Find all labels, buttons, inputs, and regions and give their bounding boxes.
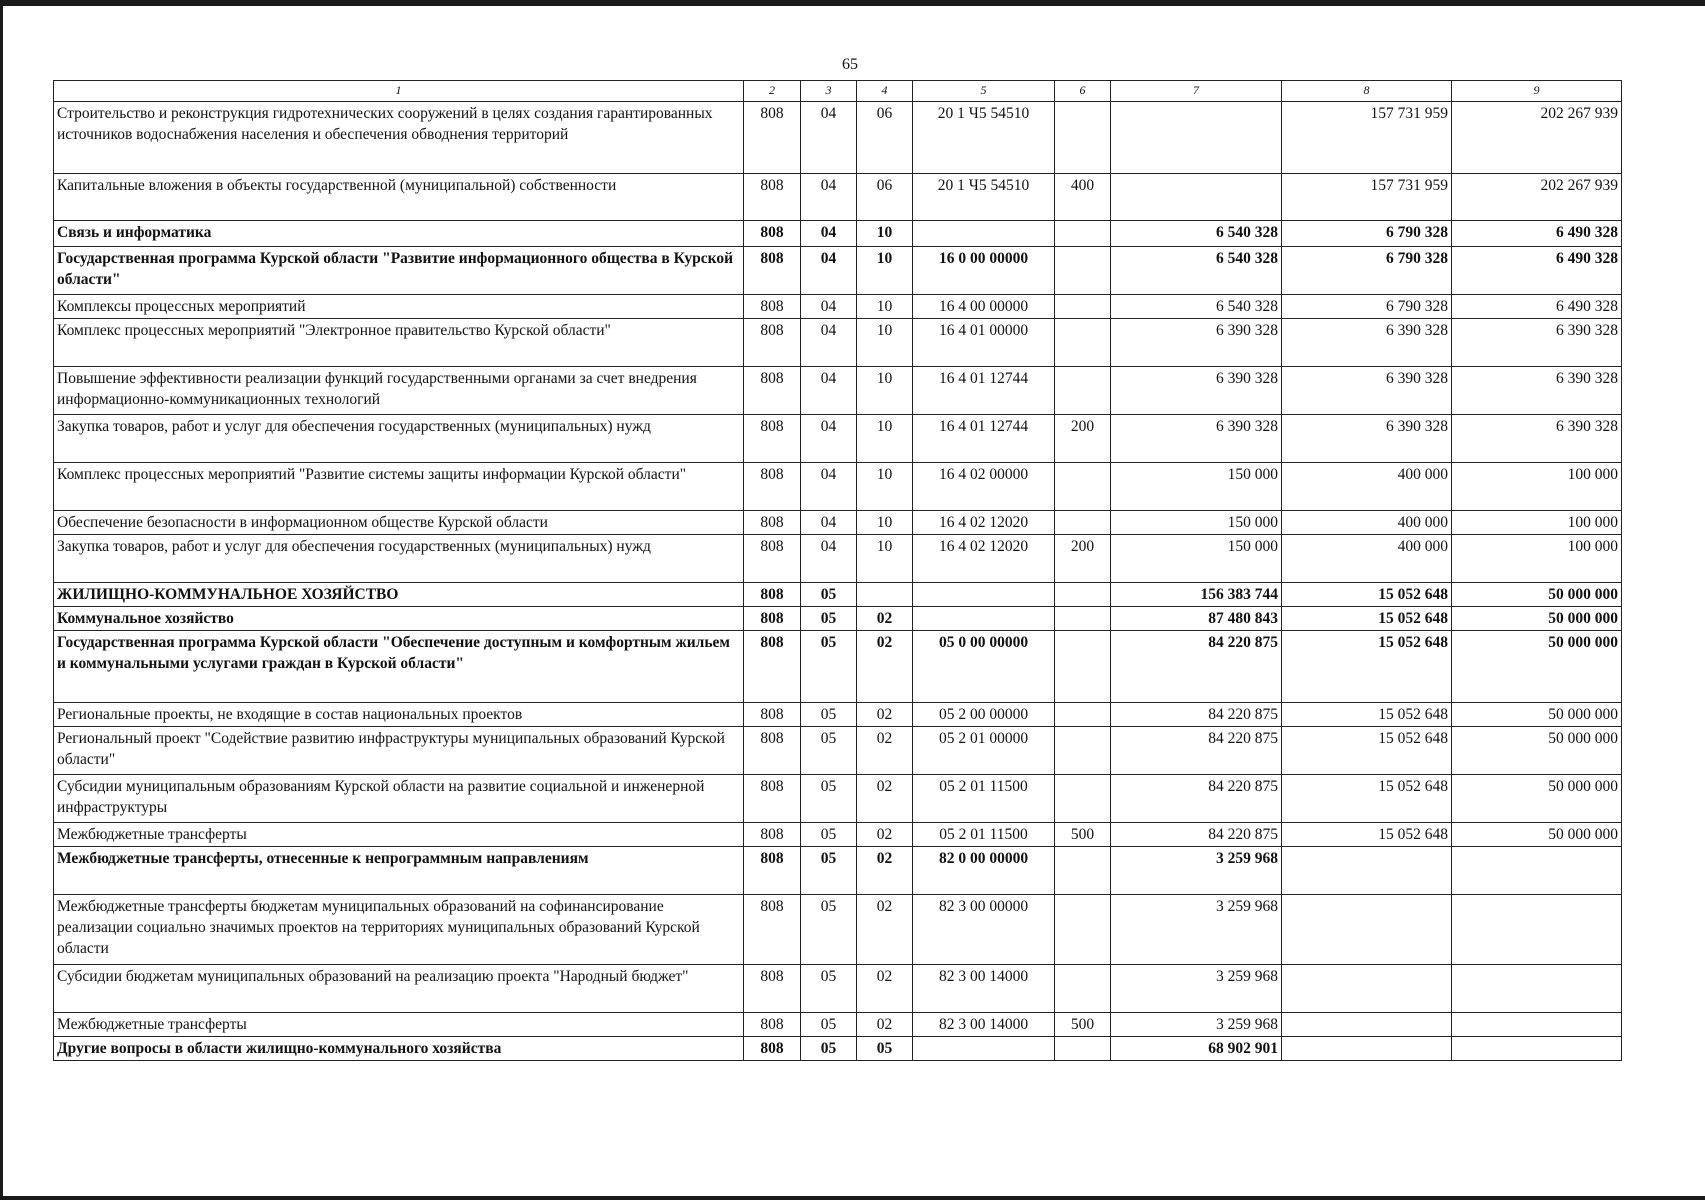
column-header: 9 (1452, 81, 1622, 102)
row-vr-cell (1055, 511, 1111, 535)
row-amount-3-cell: 100 000 (1452, 535, 1622, 583)
row-pr-cell: 02 (857, 823, 913, 847)
table-row (54, 247, 1622, 295)
row-csr-cell: 16 4 00 00000 (913, 295, 1055, 319)
row-name-cell: Закупка товаров, работ и услуг для обеспечения государственных (муниципальных) нужд (54, 415, 744, 463)
row-gr-cell: 808 (744, 631, 801, 703)
row-name-cell: Межбюджетные трансферты (54, 823, 744, 847)
row-amount-2-cell: 400 000 (1282, 511, 1452, 535)
row-gr-cell: 808 (744, 727, 801, 775)
row-vr-cell (1055, 102, 1111, 174)
row-rz-cell: 04 (801, 463, 857, 511)
row-rz-cell: 04 (801, 247, 857, 295)
row-rz-cell: 05 (801, 1037, 857, 1061)
row-gr-cell: 808 (744, 511, 801, 535)
row-rz-cell: 05 (801, 823, 857, 847)
row-amount-3-cell (1452, 847, 1622, 895)
row-vr-cell (1055, 247, 1111, 295)
row-amount-3-cell (1452, 895, 1622, 965)
row-rz-cell: 04 (801, 535, 857, 583)
column-header: 8 (1282, 81, 1452, 102)
row-name-cell: Региональные проекты, не входящие в состав национальных проектов (54, 703, 744, 727)
row-name-cell: Государственная программа Курской области "Развитие информационного общества в Курской области" (54, 247, 744, 295)
row-pr-cell: 02 (857, 1013, 913, 1037)
row-amount-1-cell: 3 259 968 (1111, 847, 1282, 895)
row-csr-cell: 82 3 00 00000 (913, 895, 1055, 965)
row-vr-cell: 500 (1055, 1013, 1111, 1037)
row-csr-cell: 82 3 00 14000 (913, 965, 1055, 1013)
row-gr-cell: 808 (744, 367, 801, 415)
row-amount-2-cell: 15 052 648 (1282, 607, 1452, 631)
row-pr-cell: 10 (857, 535, 913, 583)
row-vr-cell (1055, 221, 1111, 247)
table-row (54, 823, 1622, 847)
row-csr-cell: 05 2 01 11500 (913, 775, 1055, 823)
row-vr-cell (1055, 631, 1111, 703)
row-vr-cell (1055, 775, 1111, 823)
row-pr-cell: 10 (857, 221, 913, 247)
row-gr-cell: 808 (744, 823, 801, 847)
row-amount-2-cell (1282, 1037, 1452, 1061)
table-row (54, 415, 1622, 463)
row-pr-cell: 10 (857, 295, 913, 319)
table-row (54, 775, 1622, 823)
row-gr-cell: 808 (744, 607, 801, 631)
row-rz-cell: 05 (801, 965, 857, 1013)
row-gr-cell: 808 (744, 463, 801, 511)
row-amount-1-cell: 84 220 875 (1111, 727, 1282, 775)
table-row (54, 463, 1622, 511)
row-vr-cell (1055, 895, 1111, 965)
row-csr-cell: 16 4 02 12020 (913, 535, 1055, 583)
row-vr-cell (1055, 727, 1111, 775)
row-vr-cell: 400 (1055, 174, 1111, 221)
row-amount-2-cell (1282, 965, 1452, 1013)
row-amount-2-cell: 6 790 328 (1282, 221, 1452, 247)
row-rz-cell: 05 (801, 631, 857, 703)
row-pr-cell: 10 (857, 319, 913, 367)
row-csr-cell: 16 4 01 12744 (913, 415, 1055, 463)
row-amount-2-cell (1282, 1013, 1452, 1037)
column-header-row (54, 81, 1622, 102)
row-pr-cell: 02 (857, 703, 913, 727)
row-gr-cell: 808 (744, 535, 801, 583)
row-pr-cell: 10 (857, 247, 913, 295)
table-row (54, 535, 1622, 583)
row-amount-1-cell: 84 220 875 (1111, 823, 1282, 847)
row-amount-2-cell: 15 052 648 (1282, 775, 1452, 823)
row-name-cell: Закупка товаров, работ и услуг для обеспечения государственных (муниципальных) нужд (54, 535, 744, 583)
row-csr-cell: 20 1 Ч5 54510 (913, 102, 1055, 174)
row-amount-3-cell: 50 000 000 (1452, 583, 1622, 607)
table-row (54, 367, 1622, 415)
row-csr-cell (913, 221, 1055, 247)
row-gr-cell: 808 (744, 965, 801, 1013)
row-amount-1-cell: 84 220 875 (1111, 631, 1282, 703)
table-row (54, 1037, 1622, 1061)
row-vr-cell (1055, 319, 1111, 367)
row-gr-cell: 808 (744, 583, 801, 607)
row-amount-3-cell: 202 267 939 (1452, 102, 1622, 174)
row-amount-1-cell: 84 220 875 (1111, 775, 1282, 823)
column-header: 6 (1055, 81, 1111, 102)
row-amount-3-cell (1452, 965, 1622, 1013)
row-csr-cell: 16 0 00 00000 (913, 247, 1055, 295)
row-rz-cell: 04 (801, 221, 857, 247)
scan-edge-left (0, 0, 3, 1200)
row-rz-cell: 05 (801, 727, 857, 775)
row-name-cell: Государственная программа Курской области "Обеспечение доступным и комфортным жильем и коммунальными услугами граждан в Курской области" (54, 631, 744, 703)
row-rz-cell: 04 (801, 295, 857, 319)
row-name-cell: Субсидии муниципальным образованиям Курской области на развитие социальной и инженерной инфраструктуры (54, 775, 744, 823)
row-name-cell: ЖИЛИЩНО-КОММУНАЛЬНОЕ ХОЗЯЙСТВО (54, 583, 744, 607)
row-amount-3-cell (1452, 1037, 1622, 1061)
row-amount-3-cell: 100 000 (1452, 511, 1622, 535)
row-amount-1-cell: 150 000 (1111, 511, 1282, 535)
row-amount-3-cell: 6 390 328 (1452, 319, 1622, 367)
row-amount-1-cell: 6 390 328 (1111, 319, 1282, 367)
row-amount-1-cell: 3 259 968 (1111, 1013, 1282, 1037)
row-csr-cell: 82 0 00 00000 (913, 847, 1055, 895)
row-amount-2-cell: 400 000 (1282, 463, 1452, 511)
table-row (54, 727, 1622, 775)
row-pr-cell: 02 (857, 727, 913, 775)
column-header: 5 (913, 81, 1055, 102)
row-amount-3-cell: 6 490 328 (1452, 221, 1622, 247)
row-amount-3-cell: 100 000 (1452, 463, 1622, 511)
row-csr-cell (913, 1037, 1055, 1061)
table-row (54, 1013, 1622, 1037)
row-gr-cell: 808 (744, 415, 801, 463)
row-amount-3-cell: 50 000 000 (1452, 607, 1622, 631)
row-name-cell: Субсидии бюджетам муниципальных образований на реализацию проекта "Народный бюджет" (54, 965, 744, 1013)
row-rz-cell: 04 (801, 367, 857, 415)
table-row (54, 102, 1622, 174)
row-rz-cell: 05 (801, 607, 857, 631)
column-header: 3 (801, 81, 857, 102)
row-vr-cell: 200 (1055, 535, 1111, 583)
row-vr-cell (1055, 583, 1111, 607)
row-csr-cell: 16 4 02 00000 (913, 463, 1055, 511)
row-rz-cell: 05 (801, 1013, 857, 1037)
budget-table (53, 80, 1622, 1061)
row-amount-2-cell: 6 390 328 (1282, 367, 1452, 415)
row-amount-2-cell (1282, 847, 1452, 895)
row-amount-3-cell: 50 000 000 (1452, 631, 1622, 703)
table-row (54, 174, 1622, 221)
row-csr-cell: 16 4 01 00000 (913, 319, 1055, 367)
row-amount-2-cell: 15 052 648 (1282, 703, 1452, 727)
column-header: 1 (54, 81, 744, 102)
row-amount-1-cell: 156 383 744 (1111, 583, 1282, 607)
row-pr-cell (857, 583, 913, 607)
row-pr-cell: 02 (857, 847, 913, 895)
row-pr-cell: 10 (857, 415, 913, 463)
row-amount-2-cell: 15 052 648 (1282, 583, 1452, 607)
row-amount-2-cell: 157 731 959 (1282, 102, 1452, 174)
row-amount-2-cell: 6 390 328 (1282, 415, 1452, 463)
row-gr-cell: 808 (744, 174, 801, 221)
row-pr-cell: 06 (857, 102, 913, 174)
row-gr-cell: 808 (744, 703, 801, 727)
row-csr-cell: 16 4 02 12020 (913, 511, 1055, 535)
row-name-cell: Повышение эффективности реализации функций государственными органами за счет внедрения информационно-коммуникационных технологий (54, 367, 744, 415)
row-vr-cell (1055, 367, 1111, 415)
scan-edge-bottom (0, 1196, 1705, 1200)
row-name-cell: Коммунальное хозяйство (54, 607, 744, 631)
row-vr-cell (1055, 965, 1111, 1013)
row-rz-cell: 05 (801, 775, 857, 823)
row-amount-1-cell: 150 000 (1111, 463, 1282, 511)
row-amount-2-cell: 400 000 (1282, 535, 1452, 583)
row-csr-cell (913, 607, 1055, 631)
row-pr-cell: 10 (857, 463, 913, 511)
row-amount-3-cell (1452, 1013, 1622, 1037)
row-gr-cell: 808 (744, 775, 801, 823)
row-name-cell: Связь и информатика (54, 221, 744, 247)
row-name-cell: Строительство и реконструкция гидротехнических сооружений в целях создания гарантированных источников водоснабжения населения и обеспечения обводнения территорий (54, 102, 744, 174)
row-gr-cell: 808 (744, 1013, 801, 1037)
row-amount-2-cell: 15 052 648 (1282, 727, 1452, 775)
row-pr-cell: 10 (857, 367, 913, 415)
table-row (54, 631, 1622, 703)
table-row (54, 965, 1622, 1013)
row-rz-cell: 04 (801, 102, 857, 174)
page-number: 65 (842, 56, 858, 73)
row-amount-3-cell: 50 000 000 (1452, 727, 1622, 775)
row-amount-3-cell: 6 390 328 (1452, 415, 1622, 463)
row-vr-cell (1055, 463, 1111, 511)
row-pr-cell: 05 (857, 1037, 913, 1061)
row-name-cell: Межбюджетные трансферты, отнесенные к непрограммным направлениям (54, 847, 744, 895)
row-rz-cell: 04 (801, 174, 857, 221)
row-name-cell: Межбюджетные трансферты бюджетам муниципальных образований на софинансирование реализации социально значимых проектов на территориях муниципальных образований Курской области (54, 895, 744, 965)
row-vr-cell: 500 (1055, 823, 1111, 847)
row-vr-cell: 200 (1055, 415, 1111, 463)
scan-edge-top (0, 0, 1705, 6)
row-vr-cell (1055, 1037, 1111, 1061)
row-amount-1-cell (1111, 174, 1282, 221)
row-gr-cell: 808 (744, 221, 801, 247)
row-amount-1-cell: 87 480 843 (1111, 607, 1282, 631)
row-pr-cell: 06 (857, 174, 913, 221)
table-row (54, 847, 1622, 895)
row-amount-2-cell: 15 052 648 (1282, 823, 1452, 847)
row-csr-cell: 82 3 00 14000 (913, 1013, 1055, 1037)
row-rz-cell: 04 (801, 511, 857, 535)
row-vr-cell (1055, 703, 1111, 727)
row-amount-3-cell: 50 000 000 (1452, 703, 1622, 727)
table-row (54, 511, 1622, 535)
row-amount-1-cell: 6 390 328 (1111, 367, 1282, 415)
column-header: 2 (744, 81, 801, 102)
row-amount-1-cell: 84 220 875 (1111, 703, 1282, 727)
row-gr-cell: 808 (744, 847, 801, 895)
row-amount-1-cell: 6 540 328 (1111, 221, 1282, 247)
row-gr-cell: 808 (744, 102, 801, 174)
row-name-cell: Капитальные вложения в объекты государственной (муниципальной) собственности (54, 174, 744, 221)
table-row (54, 703, 1622, 727)
row-amount-2-cell: 157 731 959 (1282, 174, 1452, 221)
row-pr-cell: 10 (857, 511, 913, 535)
row-csr-cell: 20 1 Ч5 54510 (913, 174, 1055, 221)
row-amount-1-cell: 3 259 968 (1111, 965, 1282, 1013)
row-pr-cell: 02 (857, 631, 913, 703)
row-vr-cell (1055, 607, 1111, 631)
row-name-cell: Комплекс процессных мероприятий "Развитие системы защиты информации Курской области" (54, 463, 744, 511)
row-pr-cell: 02 (857, 965, 913, 1013)
row-amount-3-cell: 202 267 939 (1452, 174, 1622, 221)
row-rz-cell: 05 (801, 895, 857, 965)
row-name-cell: Обеспечение безопасности в информационном обществе Курской области (54, 511, 744, 535)
table-row (54, 895, 1622, 965)
row-gr-cell: 808 (744, 247, 801, 295)
row-amount-3-cell: 6 490 328 (1452, 295, 1622, 319)
column-header: 7 (1111, 81, 1282, 102)
row-csr-cell: 05 2 00 00000 (913, 703, 1055, 727)
row-name-cell: Комплексы процессных мероприятий (54, 295, 744, 319)
row-name-cell: Межбюджетные трансферты (54, 1013, 744, 1037)
table-row (54, 319, 1622, 367)
row-rz-cell: 04 (801, 415, 857, 463)
table-row (54, 295, 1622, 319)
row-amount-2-cell: 6 790 328 (1282, 247, 1452, 295)
row-amount-1-cell (1111, 102, 1282, 174)
row-amount-2-cell: 6 790 328 (1282, 295, 1452, 319)
row-amount-1-cell: 6 540 328 (1111, 295, 1282, 319)
row-amount-1-cell: 6 390 328 (1111, 415, 1282, 463)
row-amount-3-cell: 50 000 000 (1452, 775, 1622, 823)
row-gr-cell: 808 (744, 1037, 801, 1061)
row-amount-2-cell: 6 390 328 (1282, 319, 1452, 367)
row-rz-cell: 05 (801, 583, 857, 607)
row-amount-1-cell: 150 000 (1111, 535, 1282, 583)
row-name-cell: Комплекс процессных мероприятий "Электронное правительство Курской области" (54, 319, 744, 367)
row-vr-cell (1055, 847, 1111, 895)
row-pr-cell: 02 (857, 607, 913, 631)
column-header: 4 (857, 81, 913, 102)
row-rz-cell: 05 (801, 847, 857, 895)
row-gr-cell: 808 (744, 295, 801, 319)
row-amount-1-cell: 3 259 968 (1111, 895, 1282, 965)
row-csr-cell (913, 583, 1055, 607)
row-name-cell: Региональный проект "Содействие развитию инфраструктуры муниципальных образований Курской области" (54, 727, 744, 775)
row-amount-3-cell: 50 000 000 (1452, 823, 1622, 847)
table-row (54, 221, 1622, 247)
row-name-cell: Другие вопросы в области жилищно-коммунального хозяйства (54, 1037, 744, 1061)
row-pr-cell: 02 (857, 895, 913, 965)
row-rz-cell: 05 (801, 703, 857, 727)
row-gr-cell: 808 (744, 319, 801, 367)
row-amount-2-cell (1282, 895, 1452, 965)
row-csr-cell: 05 2 01 11500 (913, 823, 1055, 847)
table-row (54, 607, 1622, 631)
row-amount-3-cell: 6 390 328 (1452, 367, 1622, 415)
row-amount-2-cell: 15 052 648 (1282, 631, 1452, 703)
row-vr-cell (1055, 295, 1111, 319)
table-row (54, 583, 1622, 607)
row-gr-cell: 808 (744, 895, 801, 965)
row-csr-cell: 05 0 00 00000 (913, 631, 1055, 703)
row-pr-cell: 02 (857, 775, 913, 823)
row-amount-1-cell: 6 540 328 (1111, 247, 1282, 295)
row-rz-cell: 04 (801, 319, 857, 367)
row-csr-cell: 05 2 01 00000 (913, 727, 1055, 775)
row-amount-3-cell: 6 490 328 (1452, 247, 1622, 295)
row-amount-1-cell: 68 902 901 (1111, 1037, 1282, 1061)
row-csr-cell: 16 4 01 12744 (913, 367, 1055, 415)
